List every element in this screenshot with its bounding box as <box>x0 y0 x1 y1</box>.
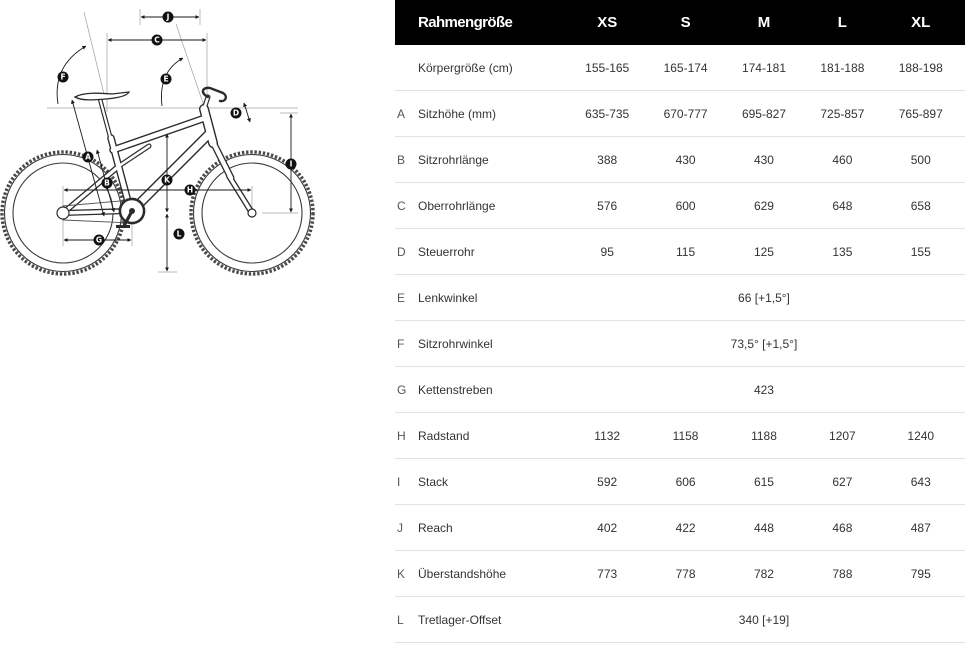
size-value-xl: 1240 <box>907 428 935 443</box>
bike-geometry-diagram <box>0 0 320 282</box>
size-value-xl: 765-897 <box>898 106 943 121</box>
size-value-m: 695-827 <box>741 106 786 121</box>
size-value-s: 778 <box>675 566 696 581</box>
row-label: Oberrohrlänge <box>418 198 496 213</box>
row-letter: D <box>397 244 406 259</box>
dimension-label-k <box>162 175 173 186</box>
dimension-letter: I <box>289 159 293 169</box>
dimension-label-c <box>152 35 163 46</box>
row-label: Lenkwinkel <box>418 290 478 305</box>
all-sizes-value: 423 <box>753 382 774 397</box>
all-sizes-value: 73,5° [+1,5°] <box>730 336 798 351</box>
row-letter: J <box>397 520 403 535</box>
size-value-m: 615 <box>753 474 774 489</box>
all-sizes-value: 340 [+19] <box>738 612 790 627</box>
size-value-s: 670-777 <box>663 106 708 121</box>
dimension-label-l <box>174 229 185 240</box>
size-value-l: 1207 <box>829 428 856 443</box>
size-value-m: 782 <box>753 566 774 581</box>
dimension-label-b <box>102 178 113 189</box>
size-header-s: S <box>680 14 691 31</box>
dimension-label-i <box>286 159 297 170</box>
size-value-l: 627 <box>832 474 853 489</box>
size-value-xl: 795 <box>910 566 931 581</box>
dimension-label-h <box>185 185 196 196</box>
dimension-letter: C <box>154 35 160 45</box>
row-label: Stack <box>418 474 449 489</box>
row-letter: K <box>397 566 406 581</box>
row-label: Sitzrohrwinkel <box>418 336 493 351</box>
row-label: Steuerrohr <box>418 244 475 259</box>
row-letter: H <box>397 428 406 443</box>
size-value-s: 1158 <box>672 428 699 443</box>
size-value-l: 648 <box>832 198 853 213</box>
size-value-xs: 1132 <box>594 428 621 443</box>
size-header-xl: XL <box>911 14 931 31</box>
table-row <box>395 321 965 367</box>
row-label: Kettenstreben <box>418 382 493 397</box>
size-value-l: 725-857 <box>820 106 865 121</box>
dimension-letter: L <box>176 229 182 239</box>
dimension-letter: B <box>104 178 110 188</box>
size-value-l: 788 <box>832 566 853 581</box>
size-value-m: 174-181 <box>741 60 786 75</box>
table-header <box>395 0 965 45</box>
size-value-m: 448 <box>753 520 774 535</box>
dimension-label-j <box>163 12 174 23</box>
size-value-l: 460 <box>832 152 853 167</box>
table-row <box>395 91 965 137</box>
dimension-letter: E <box>163 74 169 84</box>
geometry-table <box>395 0 965 643</box>
row-label: Radstand <box>418 428 470 443</box>
size-value-m: 125 <box>753 244 774 259</box>
row-letter: G <box>397 382 407 397</box>
size-value-s: 165-174 <box>663 60 708 75</box>
size-value-xs: 388 <box>597 152 618 167</box>
row-label: Reach <box>418 520 453 535</box>
size-value-xs: 95 <box>600 244 614 259</box>
size-value-l: 181-188 <box>820 60 865 75</box>
row-label: Sitzhöhe (mm) <box>418 106 497 121</box>
size-value-xl: 500 <box>910 152 931 167</box>
table-row <box>395 367 965 413</box>
size-header-xs: XS <box>597 14 618 31</box>
table-row <box>395 137 965 183</box>
size-value-m: 629 <box>753 198 774 213</box>
row-letter: E <box>397 290 406 305</box>
frame-size-heading: Rahmengröße <box>418 14 513 31</box>
size-value-s: 606 <box>675 474 696 489</box>
dimension-letter: J <box>166 12 170 22</box>
size-value-l: 135 <box>832 244 853 259</box>
table-row <box>395 183 965 229</box>
size-value-m: 430 <box>753 152 774 167</box>
dimension-label-g <box>94 235 105 246</box>
table-row <box>395 551 965 597</box>
row-label: Körpergröße (cm) <box>418 60 513 75</box>
size-value-xl: 487 <box>910 520 931 535</box>
dimension-label-a <box>83 152 94 163</box>
table-row <box>395 597 965 643</box>
size-header-m: M <box>757 14 771 31</box>
dimension-letter: D <box>232 108 240 118</box>
row-letter: A <box>397 106 406 121</box>
row-letter: B <box>397 152 406 167</box>
size-value-xs: 402 <box>597 520 618 535</box>
dimension-label-d <box>231 108 242 119</box>
size-value-xs: 773 <box>597 566 618 581</box>
table-row <box>395 413 965 459</box>
size-header-l: L <box>837 14 847 31</box>
table-row <box>395 275 965 321</box>
row-label: Tretlager-Offset <box>418 612 502 627</box>
size-value-m: 1188 <box>751 428 777 443</box>
row-label: Überstandshöhe <box>418 566 507 581</box>
dimension-letter: A <box>85 152 91 162</box>
row-letter: F <box>397 336 405 351</box>
size-value-xs: 155-165 <box>585 60 630 75</box>
size-value-s: 600 <box>675 198 696 213</box>
size-value-s: 115 <box>676 244 696 259</box>
dimension-letter: F <box>60 72 66 82</box>
dimension-label-f <box>58 72 69 83</box>
size-value-xl: 188-198 <box>898 60 943 75</box>
all-sizes-value: 66 [+1,5°] <box>738 290 790 305</box>
table-row <box>395 459 965 505</box>
row-letter: I <box>397 474 401 489</box>
size-value-xs: 576 <box>597 198 618 213</box>
size-value-xs: 635-735 <box>585 106 630 121</box>
dimension-letter: K <box>164 175 170 185</box>
row-letter: C <box>397 198 406 213</box>
table-row <box>395 505 965 551</box>
size-value-s: 422 <box>675 520 696 535</box>
size-value-xs: 592 <box>597 474 618 489</box>
table-row <box>395 45 965 91</box>
table-row <box>395 229 965 275</box>
dimension-letter: H <box>186 185 194 195</box>
size-value-s: 430 <box>675 152 696 167</box>
size-value-xl: 643 <box>910 474 931 489</box>
size-value-xl: 155 <box>910 244 931 259</box>
size-value-l: 468 <box>832 520 853 535</box>
row-label: Sitzrohrlänge <box>418 152 489 167</box>
dimension-label-e <box>161 74 172 85</box>
table-body <box>395 45 965 643</box>
size-value-xl: 658 <box>910 198 931 213</box>
row-letter: L <box>397 612 404 627</box>
dimension-letter: G <box>95 235 103 245</box>
